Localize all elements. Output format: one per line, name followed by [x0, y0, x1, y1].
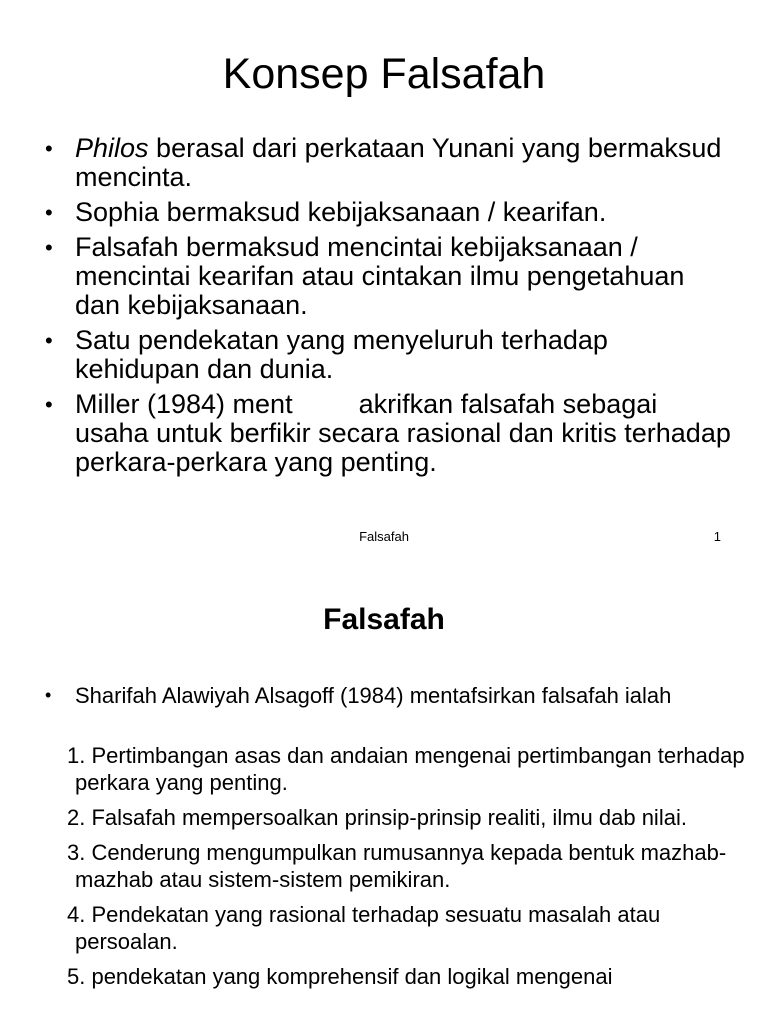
bullet-text-start: Miller (1984) ment — [75, 389, 293, 419]
numbered-item: 1. Pertimbangan asas dan andaian mengenai pertimbangan terhadap perkara yang penting. — [67, 743, 745, 795]
bullet-text: Satu pendekatan yang menyeluruh terhadap kehidupan dan dunia. — [75, 325, 608, 384]
bullet-item — [45, 390, 735, 477]
bullet-item — [45, 134, 735, 192]
bullet-text: berasal dari perkataan Yunani yang bermaksud mencinta. — [75, 133, 722, 192]
bullet-item — [45, 233, 735, 320]
numbered-list — [67, 742, 747, 998]
bullet-dot: • — [45, 200, 53, 225]
bullet-list — [45, 134, 735, 483]
bullet-dot: • — [45, 328, 53, 353]
bullet-list — [45, 682, 735, 709]
slide-title: Konsep Falsafah — [222, 50, 546, 98]
bullet-text: Falsafah bermaksud mencintai kebijaksanaan / mencintai kearifan atau cintakan ilmu pengetahuan dan kebijaksanaan. — [75, 232, 685, 320]
bullet-dot: • — [45, 685, 52, 705]
slide-2 — [0, 560, 768, 1024]
numbered-item: 5. pendekatan yang komprehensif dan logikal mengenai — [67, 964, 613, 989]
numbered-item: 4. Pendekatan yang rasional terhadap sesuatu masalah atau persoalan. — [67, 902, 661, 954]
numbered-item: 3. Cenderung mengumpulkan rumusannya kepada bentuk mazhab-mazhab atau sistem-sistem pemikiran. — [67, 840, 727, 892]
numbered-item: 2. Falsafah mempersoalkan prinsip-prinsip realiti, ilmu dab nilai. — [67, 805, 687, 830]
page-number: 1 — [713, 529, 721, 544]
bullet-text-end: akrifkan falsafah sebagai usaha untuk berfikir secara rasional dan kritis terhadap perkara-perkara yang penting. — [75, 389, 731, 477]
bullet-dot: • — [45, 235, 53, 260]
bullet-item — [45, 682, 735, 709]
bullet-dot: • — [45, 392, 53, 417]
bullet-text: Sophia bermaksud kebijaksanaan / kearifan. — [75, 197, 607, 227]
bullet-item — [45, 198, 735, 227]
bullet-item — [45, 326, 735, 384]
bullet-emphasis: Philos — [75, 133, 149, 163]
slide-footer: Falsafah — [359, 529, 409, 544]
slide-title: Falsafah — [323, 603, 445, 636]
bullet-text: Sharifah Alawiyah Alsagoff (1984) mentafsirkan falsafah ialah — [75, 683, 672, 708]
bullet-dot: • — [45, 136, 53, 161]
